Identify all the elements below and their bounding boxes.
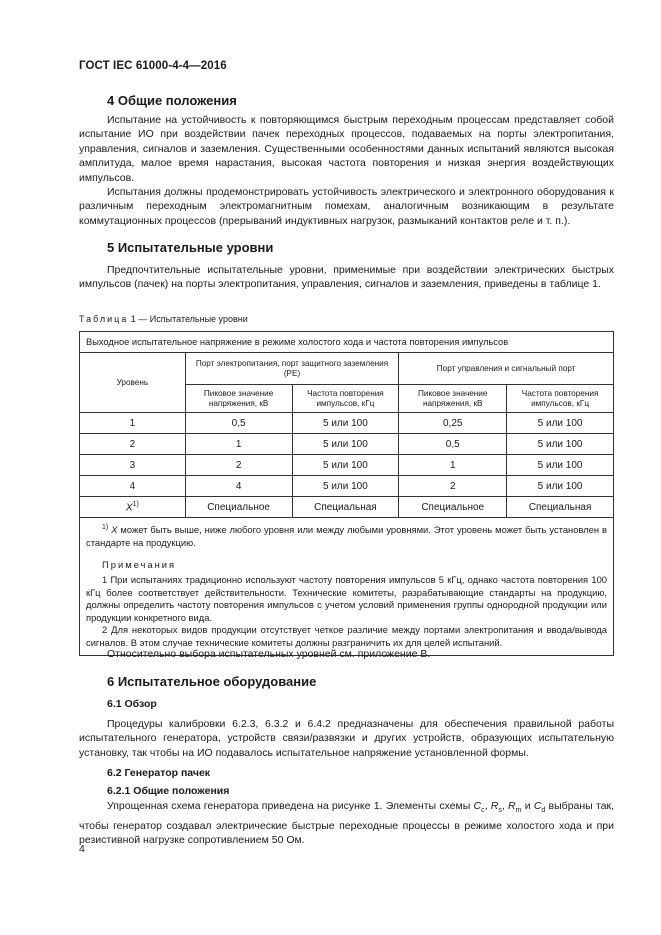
page-number: 4 (79, 843, 85, 855)
header-power-frequency: Частота повторения импульсов, кГц (292, 385, 399, 413)
subscript: d (541, 807, 546, 815)
cell-power-peak: Специальное (185, 497, 292, 518)
section-5-paragraph-1: Предпочтительные испытательные уровни, применимые при воздействии электрических быстрых импульсов (пачек) на порты электропитания, управления, сигналов и заземления, приведены в таблице 1. (79, 264, 614, 291)
section-6-2-1-heading: 6.2.1 Общие положения (107, 785, 230, 797)
cell-level: 1 (80, 413, 186, 434)
cell-power-frequency: Специальная (292, 497, 399, 518)
table-title: Выходное испытательное напряжение в режиме холостого хода и частота повторения импульсов (80, 332, 614, 353)
section-5-after-table: Относительно выбора испытательных уровней см. приложение В. (107, 648, 431, 660)
cell-control-frequency: 5 или 100 (507, 476, 614, 497)
cell-level: 3 (80, 455, 186, 476)
table-row (80, 434, 614, 455)
text-segment: выбраны так, чтобы генератор создавал электрические быстрые переходные процессы в режиме холостого хода и при резистивной нагрузке сопротивлением 50 Ом. (79, 800, 614, 846)
section-6-1-paragraph: Процедуры калибровки 6.2.3, 6.3.2 и 6.4.2 предназначены для обеспечения правильной работы испытательного генератора, устройств связи/развязки и других устройств, образующих испытательную установку, так чтобы на ИО подавалось испытательное напряжение установленной формы. (79, 718, 614, 759)
table-footnote (86, 522, 607, 549)
cell-control-peak: 1 (399, 455, 507, 476)
symbol-c: C (533, 800, 542, 812)
symbol-c: C (473, 800, 482, 812)
cell-control-frequency: 5 или 100 (507, 434, 614, 455)
cell-level-x (80, 497, 186, 518)
footnote-text: может быть выше, ниже любого уровня или между любыми уровнями. Этот уровень может быть установлен в стандарте на продукцию. (86, 524, 608, 548)
text-segment: Упрощенная схема генератора приведена на рисунке 1. Элементы схемы (107, 800, 474, 812)
cell-control-peak: 0,25 (399, 413, 507, 434)
header-level: Уровень (80, 353, 186, 413)
table-row (80, 455, 614, 476)
header-control-frequency: Частота повторения импульсов, кГц (507, 385, 614, 413)
cell-control-frequency: 5 или 100 (507, 455, 614, 476)
notes-title: Примечания (102, 559, 177, 571)
note-1: 1 При испытаниях традиционно используют частоту повторения импульсов 5 кГц, однако частота повторения 100 кГц более соответствует действительности. Технические комитеты, разрабатывающие стандарты на продукцию, должны определить частоту повторения импульсов с учетом условий применения группы однородной продукции или продукции конкретного вида. (86, 573, 607, 623)
header-control-peak: Пиковое значение напряжения, кВ (399, 385, 507, 413)
header-power-port: Порт электропитания, порт защитного заземления (РЕ) (185, 353, 399, 385)
cell-power-peak: 2 (185, 455, 292, 476)
subscript: m (515, 807, 522, 815)
subscript: c (481, 807, 485, 815)
cell-control-peak: 0,5 (399, 434, 507, 455)
section-4-paragraph-2: Испытания должны продемонстрировать устойчивость электрического и электронного оборудования к различным переходным электромагнитным помехам, аналогичным возникающим в результате коммутационных процессов (прерываний индуктивных нагрузок, размыканий контактов реле и т. п.). (79, 186, 614, 227)
subscript: s (498, 807, 502, 815)
section-6-2-heading: 6.2 Генератор пачек (107, 767, 211, 779)
symbol-r: R (508, 800, 516, 812)
table-notes (80, 518, 614, 656)
cell-level: 4 (80, 476, 186, 497)
cell-control-frequency: 5 или 100 (507, 413, 614, 434)
header-power-peak: Пиковое значение напряжения, кВ (185, 385, 292, 413)
section-4-paragraph-1: Испытание на устойчивость к повторяющимся быстрым переходным процессам представляет собой испытание ИО при воздействии пачек переходных процессов, подаваемых на порты электропитания, управления, сигналов и заземления. Существенными особенностями данных испытаний являются высокая амплитуда, малое время нарастания, высокая частота повторения и низкая энергия воздействующих импульсов. (79, 114, 614, 184)
section-6-heading: 6 Испытательное оборудование (107, 674, 317, 689)
cell-power-frequency: 5 или 100 (292, 455, 399, 476)
footnote-marker: 1) (102, 524, 109, 531)
footnote-x-symbol: X (111, 524, 118, 536)
section-6-1-heading: 6.1 Обзор (107, 698, 157, 710)
cell-power-peak: 4 (185, 476, 292, 497)
table-caption-title: 1 — Испытательные уровни (128, 314, 248, 324)
table-caption-word: Таблица (79, 314, 129, 324)
cell-control-frequency: Специальная (507, 497, 614, 518)
cell-control-peak: 2 (399, 476, 507, 497)
cell-power-frequency: 5 или 100 (292, 434, 399, 455)
table-caption (79, 314, 248, 324)
table-row (80, 413, 614, 434)
table-row (80, 476, 614, 497)
test-levels-table (79, 331, 614, 656)
symbol-r: R (490, 800, 499, 812)
cell-power-peak: 0,5 (185, 413, 292, 434)
header-control-port: Порт управления и сигнальный порт (399, 353, 614, 385)
section-5-heading: 5 Испытательные уровни (107, 240, 274, 255)
table-row-special (80, 497, 614, 518)
cell-control-peak: Специальное (399, 497, 507, 518)
section-4-heading: 4 Общие положения (107, 93, 237, 108)
section-6-2-1-paragraph: Упрощенная схема генератора приведена на рисунке 1. Элементы схемы $C_c$, $R_s$, $R_m$ и $C_d$ выбраны так, чтобы генератор создавал электрические быстрые переходные процессы в режиме холостого хода и при резистивной нагрузке сопротивлением 50 Ом. (79, 800, 614, 846)
cell-power-peak: 1 (185, 434, 292, 455)
footnote-marker: 1) (132, 500, 139, 508)
cell-power-frequency: 5 или 100 (292, 476, 399, 497)
document-header: ГОСТ IEC 61000-4-4—2016 (79, 60, 227, 72)
note-2: 2 Для некоторых видов продукции отсутствует четкое различие между портами электропитания и ввода/вывода сигналов. В этом случае технические комитеты должны разграничить их для целей испытаний. (86, 624, 607, 648)
text-segment: и (521, 800, 534, 812)
level-x-symbol: X (125, 502, 133, 514)
cell-power-frequency: 5 или 100 (292, 413, 399, 434)
cell-level: 2 (80, 434, 186, 455)
